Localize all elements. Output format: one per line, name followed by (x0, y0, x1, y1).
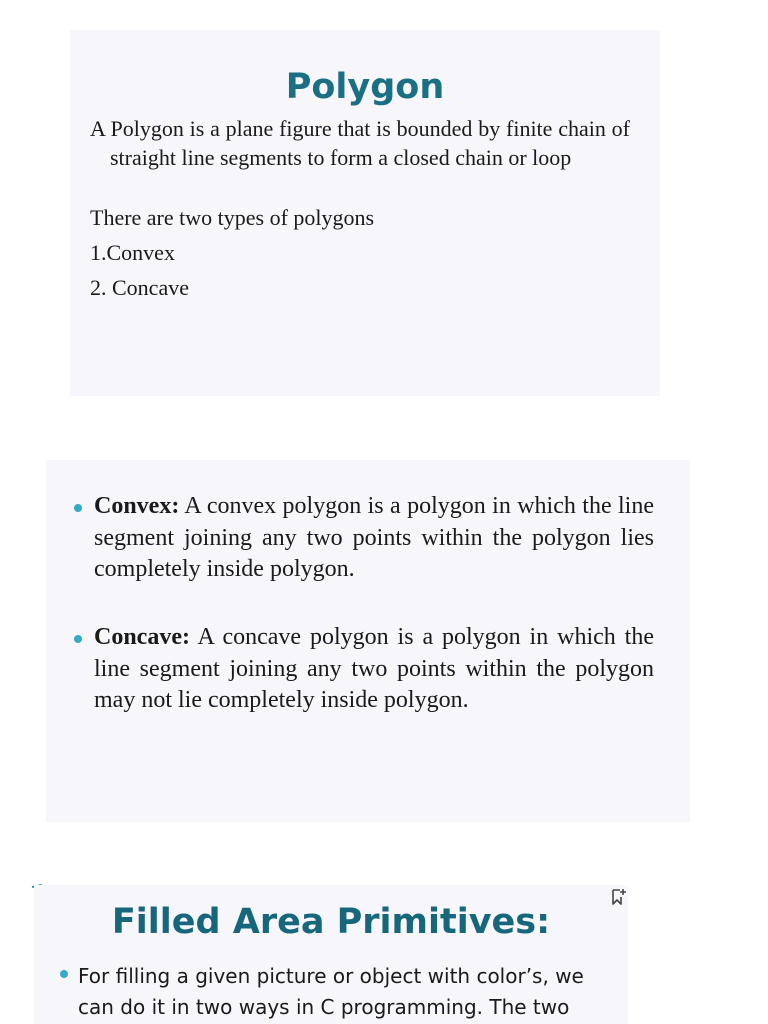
list-item-convex: 1.Convex (90, 240, 175, 265)
bullet-concave (74, 622, 654, 717)
polygon-definition: A Polygon is a plane figure that is bounded by finite chain of straight line segments to form a closed chain or loop (90, 116, 630, 170)
types-intro: There are two types of polygons (90, 205, 375, 230)
slide-convex-concave (46, 460, 690, 822)
bullet-text (94, 491, 654, 586)
slide-filled-area-primitives (34, 885, 628, 1024)
bullet-convex (74, 491, 654, 586)
bullet-term: Concave: (94, 624, 190, 650)
bullet-dot-icon (74, 504, 82, 512)
slide-title: Polygon (285, 67, 445, 107)
list-item-concave: 2. Concave (90, 275, 189, 300)
bullet-term: Convex: (94, 493, 180, 519)
bookmark-icon[interactable] (610, 888, 626, 906)
bullet-filling (60, 961, 620, 1023)
slide-polygon (70, 30, 660, 396)
bullet-description: A convex polygon is a polygon in which the line segment joining any two points within the polygon lies completely inside polygon. (94, 493, 654, 582)
bullet-text (94, 622, 654, 717)
slide-title: Filled Area Primitives: (111, 902, 551, 942)
bullet-dot-icon (60, 970, 68, 978)
bullet-text: For filling a given picture or object with color’s, we can do it in two ways in C programming. The two (78, 964, 584, 1019)
bullet-description: A concave polygon is a polygon in which the line segment joining any two points within the polygon may not lie completely inside polygon. (94, 624, 654, 713)
bullet-dot-icon (74, 635, 82, 643)
